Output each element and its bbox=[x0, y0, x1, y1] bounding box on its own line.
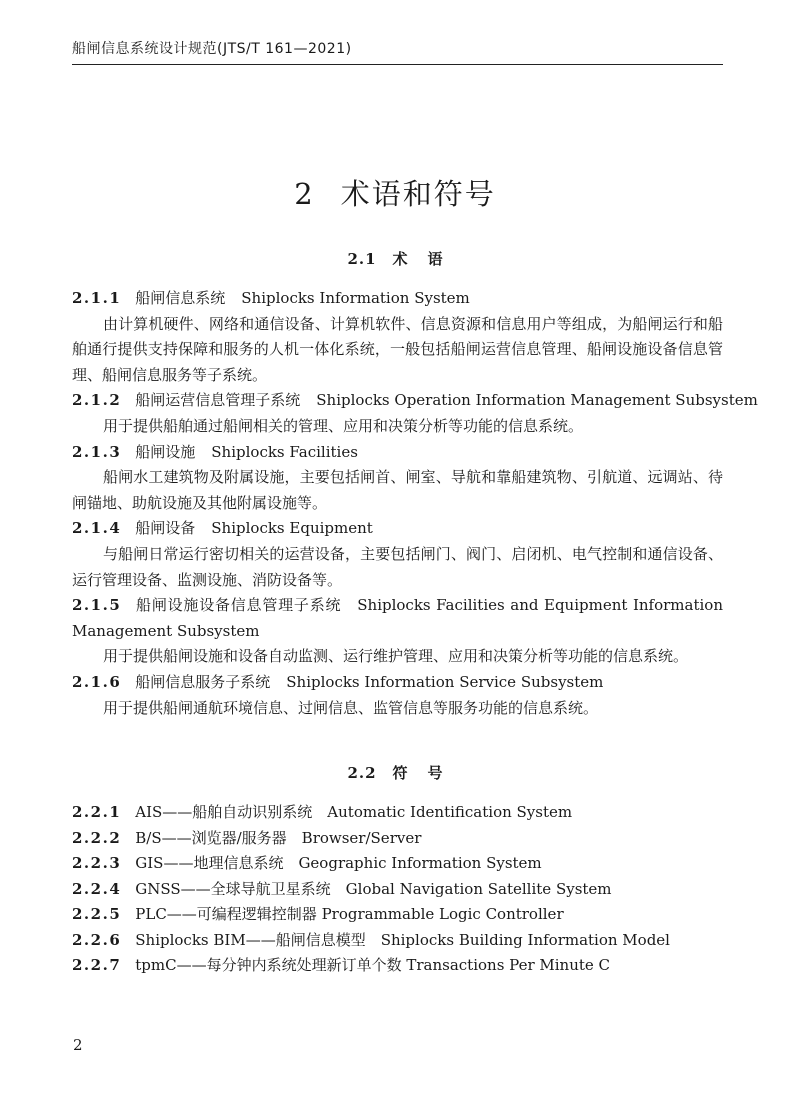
symbol-number: 2.2.1 bbox=[72, 803, 122, 821]
terms-list bbox=[72, 286, 758, 721]
symbol-entry bbox=[72, 851, 723, 877]
symbol-number: 2.2.7 bbox=[72, 956, 122, 974]
term-chinese: 船闸设备 bbox=[135, 519, 196, 538]
symbol-text: GNSS——全球导航卫星系统 Global Navigation Satellite System bbox=[135, 879, 612, 898]
symbol-number: 2.2.6 bbox=[72, 930, 122, 949]
term-entry bbox=[72, 593, 723, 670]
term-number: 2.1.5 bbox=[72, 596, 122, 615]
term-english: Shiplocks Equipment bbox=[211, 519, 373, 538]
term-chinese: 船闸设施 bbox=[135, 442, 196, 461]
term-chinese: 船闸信息系统 bbox=[135, 289, 226, 307]
symbol-number: 2.2.2 bbox=[72, 828, 122, 847]
symbol-entry bbox=[72, 953, 723, 979]
symbol-number: 2.2.5 bbox=[72, 905, 122, 923]
term-entry bbox=[72, 286, 723, 388]
symbol-text: Shiplocks BIM——船闸信息模型 Shiplocks Building Information Model bbox=[135, 930, 670, 949]
symbol-entry bbox=[72, 928, 723, 954]
section-title-symbols bbox=[0, 762, 790, 783]
section-title-text: 符号 bbox=[392, 764, 463, 782]
symbol-text: AIS——船舶自动识别系统 Automatic Identification System bbox=[135, 803, 573, 821]
chapter-title bbox=[0, 172, 790, 213]
term-entry bbox=[72, 670, 723, 721]
term-definition: 用于提供船闸通航环境信息、过闸信息、监管信息等服务功能的信息系统。 bbox=[103, 698, 599, 717]
term-entry bbox=[72, 388, 758, 439]
term-definition: 用于提供船舶通过船闸相关的管理、应用和决策分析等功能的信息系统。 bbox=[103, 416, 584, 435]
term-english: Shiplocks Information Service Subsystem bbox=[286, 672, 604, 691]
symbol-entry bbox=[72, 877, 723, 903]
section-number: 2.2 bbox=[347, 764, 377, 782]
chapter-number: 2 bbox=[294, 177, 315, 211]
symbols-list bbox=[72, 800, 723, 979]
term-number: 2.1.6 bbox=[72, 672, 122, 691]
term-english: Shiplocks Operation Information Management Subsystem bbox=[316, 391, 758, 410]
term-english-continued: Management Subsystem bbox=[72, 621, 260, 640]
symbol-number: 2.2.3 bbox=[72, 854, 122, 872]
term-number: 2.1.1 bbox=[72, 289, 122, 307]
symbol-number: 2.2.4 bbox=[72, 879, 122, 898]
symbol-text: B/S——浏览器/服务器 Browser/Server bbox=[135, 828, 422, 847]
term-number: 2.1.3 bbox=[72, 442, 122, 461]
symbol-entry bbox=[72, 826, 723, 852]
term-english: Shiplocks Facilities bbox=[211, 442, 358, 461]
chapter-title-text: 术语和符号 bbox=[340, 177, 496, 211]
term-english: Shiplocks Information System bbox=[241, 289, 470, 307]
term-entry bbox=[72, 440, 723, 517]
page-number: 2 bbox=[73, 1036, 83, 1054]
term-chinese: 船闸设施设备信息管理子系统 bbox=[135, 596, 342, 615]
section-title-text: 术语 bbox=[392, 250, 463, 268]
symbol-text: GIS——地理信息系统 Geographic Information System bbox=[135, 854, 542, 872]
term-number: 2.1.2 bbox=[72, 391, 122, 410]
symbol-text: tpmC——每分钟内系统处理新订单个数 Transactions Per Minute C bbox=[135, 956, 611, 974]
term-number: 2.1.4 bbox=[72, 519, 122, 538]
running-header: 船闸信息系统设计规范(JTS/T 161—2021) bbox=[72, 41, 352, 57]
symbol-entry bbox=[72, 800, 723, 826]
symbol-entry bbox=[72, 902, 723, 928]
term-chinese: 船闸信息服务子系统 bbox=[135, 672, 271, 691]
term-entry bbox=[72, 516, 723, 593]
term-english: Shiplocks Facilities and Equipment Information bbox=[357, 596, 723, 615]
term-chinese: 船闸运营信息管理子系统 bbox=[135, 391, 301, 410]
term-definition: 船闸水工建筑物及附属设施，主要包括闸首、闸室、导航和靠船建筑物、引航道、远调站、待闸锚地、助航设施及其他附属设施等。 bbox=[72, 468, 723, 512]
header-rule bbox=[72, 64, 723, 65]
section-number: 2.1 bbox=[347, 250, 377, 268]
term-definition: 用于提供船闸设施和设备自动监测、运行维护管理、应用和决策分析等功能的信息系统。 bbox=[103, 647, 689, 666]
term-definition: 由计算机硬件、网络和通信设备、计算机软件、信息资源和信息用户等组成，为船闸运行和船舶通行提供支持保障和服务的人机一体化系统，一般包括船闸运营信息管理、船闸设施设备信息管理、船闸信息服务等子系统。 bbox=[72, 314, 723, 384]
symbol-text: PLC——可编程逻辑控制器 Programmable Logic Controller bbox=[135, 905, 564, 923]
term-definition: 与船闸日常运行密切相关的运营设备，主要包括闸门、阀门、启闭机、电气控制和通信设备、运行管理设备、监测设施、消防设备等。 bbox=[72, 544, 723, 589]
section-title-terms bbox=[0, 248, 790, 269]
